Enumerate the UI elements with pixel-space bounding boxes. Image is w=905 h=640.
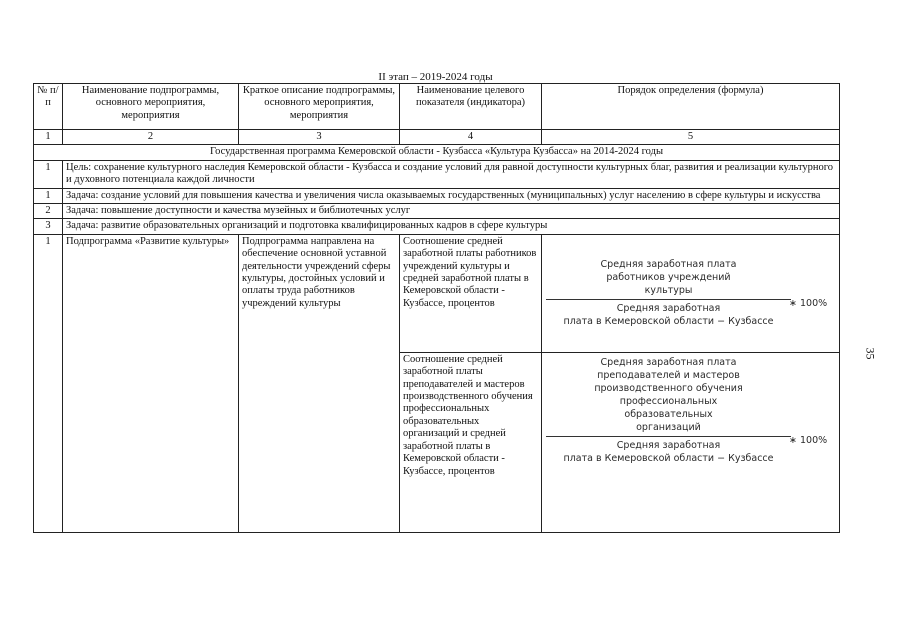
column-number: 5 bbox=[542, 130, 840, 145]
formula bbox=[542, 356, 839, 465]
header-name: Наименование подпрограммы, основного мероприятия, мероприятия bbox=[63, 84, 239, 130]
formula-cell bbox=[542, 352, 840, 532]
row-num: 1 bbox=[34, 234, 63, 532]
row-num: 2 bbox=[34, 204, 63, 219]
formula-multiplier: ∗ 100% bbox=[789, 434, 828, 446]
goal-text: Цель: сохранение культурного наследия Кемеровской области - Кузбасса и создание условий для равной доступности культурных благ, развития и реализации культурного и духовного потенциала каждой личности bbox=[63, 160, 840, 188]
formula-text: Средняя заработная плата bbox=[600, 356, 737, 368]
column-number: 3 bbox=[239, 130, 400, 145]
header-formula: Порядок определения (формула) bbox=[542, 84, 840, 130]
header-indicator: Наименование целевого показателя (индикатора) bbox=[400, 84, 542, 130]
task-row bbox=[34, 204, 840, 219]
formula-text: Средняя заработная bbox=[616, 439, 721, 451]
goal-row bbox=[34, 160, 840, 188]
task-text: Задача: повышение доступности и качества музейных и библиотечных услуг bbox=[63, 204, 840, 219]
formula-text: организаций bbox=[636, 421, 701, 433]
formula-cell bbox=[542, 234, 840, 352]
subprogram-row bbox=[34, 234, 840, 352]
header-desc: Краткое описание подпрограммы, основного мероприятия, мероприятия bbox=[239, 84, 400, 130]
row-num: 1 bbox=[34, 188, 63, 203]
formula-numerator bbox=[546, 258, 791, 297]
formula-text: культуры bbox=[644, 285, 693, 297]
formula-text: работников учреждений bbox=[606, 272, 731, 284]
formula-text: плата в Кемеровской области − Кузбассе bbox=[563, 452, 774, 464]
fraction-line bbox=[546, 299, 791, 300]
stage-title: II этап – 2019-2024 годы bbox=[378, 71, 493, 83]
formula-text: Средняя заработная bbox=[616, 303, 721, 315]
row-num: 3 bbox=[34, 219, 63, 234]
program-title: Государственная программа Кемеровской области - Кузбасса «Культура Кузбасса» на 2014-2024 годы bbox=[34, 145, 840, 160]
header-num: № п/п bbox=[34, 84, 63, 130]
subprogram-name: Подпрограмма «Развитие культуры» bbox=[63, 234, 239, 532]
column-number: 2 bbox=[63, 130, 239, 145]
formula bbox=[542, 258, 839, 328]
formula-denominator bbox=[546, 302, 791, 328]
formula-text: преподавателей и мастеров bbox=[597, 369, 740, 381]
indicator-text: Соотношение средней заработной платы преподавателей и мастеров производственного обучения профессиональных образовательных организаций и средней заработной платы в Кемеровской области - Кузбассе, процентов bbox=[400, 352, 542, 532]
formula-denominator bbox=[546, 439, 791, 465]
task-text: Задача: создание условий для повышения качества и увеличения числа оказываемых государственных (муниципальных) услуг населению в сфере культуры и искусства bbox=[63, 188, 840, 203]
task-row bbox=[34, 219, 840, 234]
row-num: 1 bbox=[34, 160, 63, 188]
fraction-line bbox=[546, 436, 791, 437]
formula-text: образовательных bbox=[624, 408, 713, 420]
task-text: Задача: развитие образовательных организаций и подготовка квалифицированных кадров в сфере культуры bbox=[63, 219, 840, 234]
formula-numerator bbox=[546, 356, 791, 434]
indicator-text: Соотношение средней заработной платы работников учреждений культуры и средней заработной платы в Кемеровской области - Кузбассе, процентов bbox=[400, 234, 542, 352]
formula-multiplier: ∗ 100% bbox=[789, 298, 828, 310]
formula-text: профессиональных bbox=[619, 395, 718, 407]
formula-text: производственного обучения bbox=[594, 382, 743, 394]
formula-text: плата в Кемеровской области − Кузбассе bbox=[563, 316, 774, 328]
indicators-table bbox=[33, 83, 840, 533]
formula-text: Средняя заработная плата bbox=[600, 259, 737, 271]
page-number: 35 bbox=[863, 347, 878, 360]
subprogram-desc: Подпрограмма направлена на обеспечение основной уставной деятельности учреждений сферы культуры, достойных условий и оплаты труда работников учреждений культуры bbox=[239, 234, 400, 532]
program-title-row bbox=[34, 145, 840, 160]
column-number: 4 bbox=[400, 130, 542, 145]
header-row bbox=[34, 84, 840, 130]
column-number: 1 bbox=[34, 130, 63, 145]
task-row bbox=[34, 188, 840, 203]
column-number-row bbox=[34, 130, 840, 145]
